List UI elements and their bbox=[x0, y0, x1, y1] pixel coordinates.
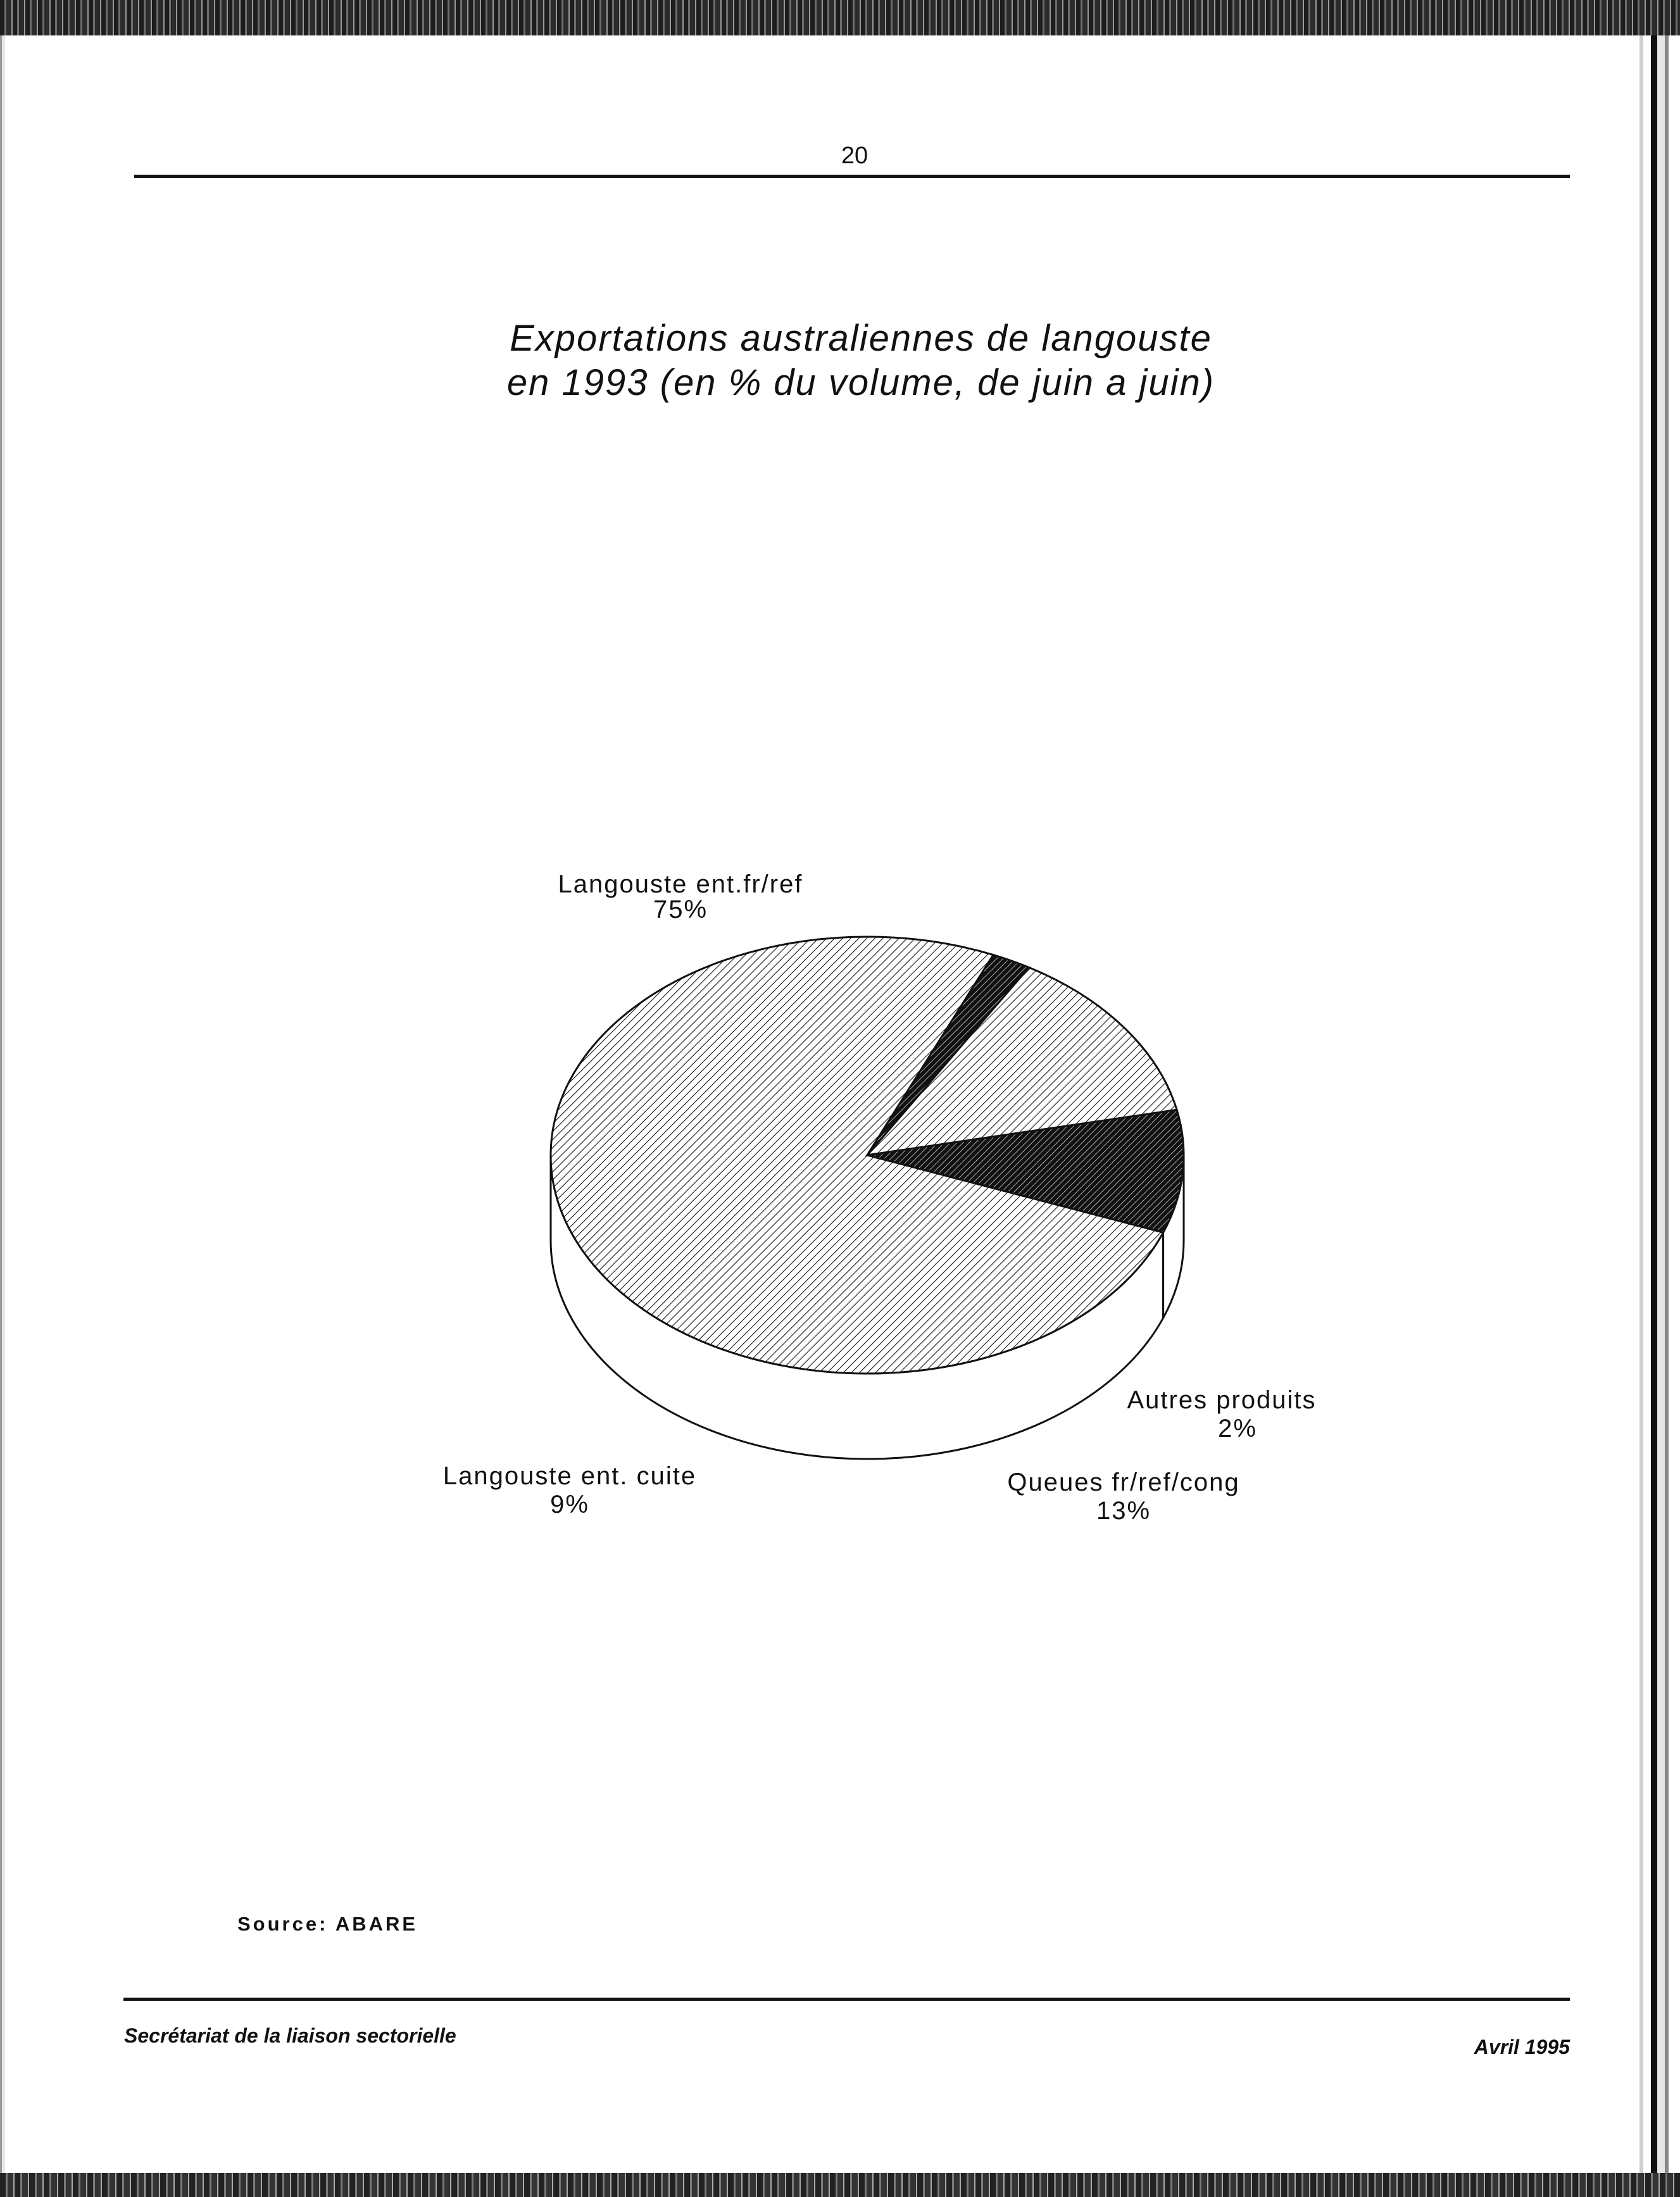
slice-label-1: Autres produits bbox=[1127, 1386, 1317, 1414]
slice-label-2: Queues fr/ref/cong bbox=[1007, 1468, 1240, 1496]
slice-value-1: 2% bbox=[1218, 1415, 1257, 1443]
chart-title-line-1: Exportations australiennes de langouste bbox=[510, 318, 1212, 359]
slice-label-3: Langouste ent. cuite bbox=[442, 1462, 697, 1490]
slice-value-2: 13% bbox=[1096, 1497, 1151, 1525]
chart-title-line-2: en 1993 (en % du volume, de juin a juin) bbox=[506, 362, 1215, 403]
slice-value-3: 9% bbox=[550, 1491, 589, 1518]
slice-value-0: 75% bbox=[653, 896, 708, 923]
slice-label-0: Langouste ent.fr/ref bbox=[558, 870, 803, 898]
footer-rule bbox=[123, 1998, 1570, 2001]
footer-organization: Secrétariat de la liaison sectorielle bbox=[124, 2024, 456, 2047]
page-number: 20 bbox=[841, 142, 868, 169]
source-note: Source: ABARE bbox=[237, 1913, 418, 1935]
footer-date: Avril 1995 bbox=[1474, 2036, 1570, 2058]
